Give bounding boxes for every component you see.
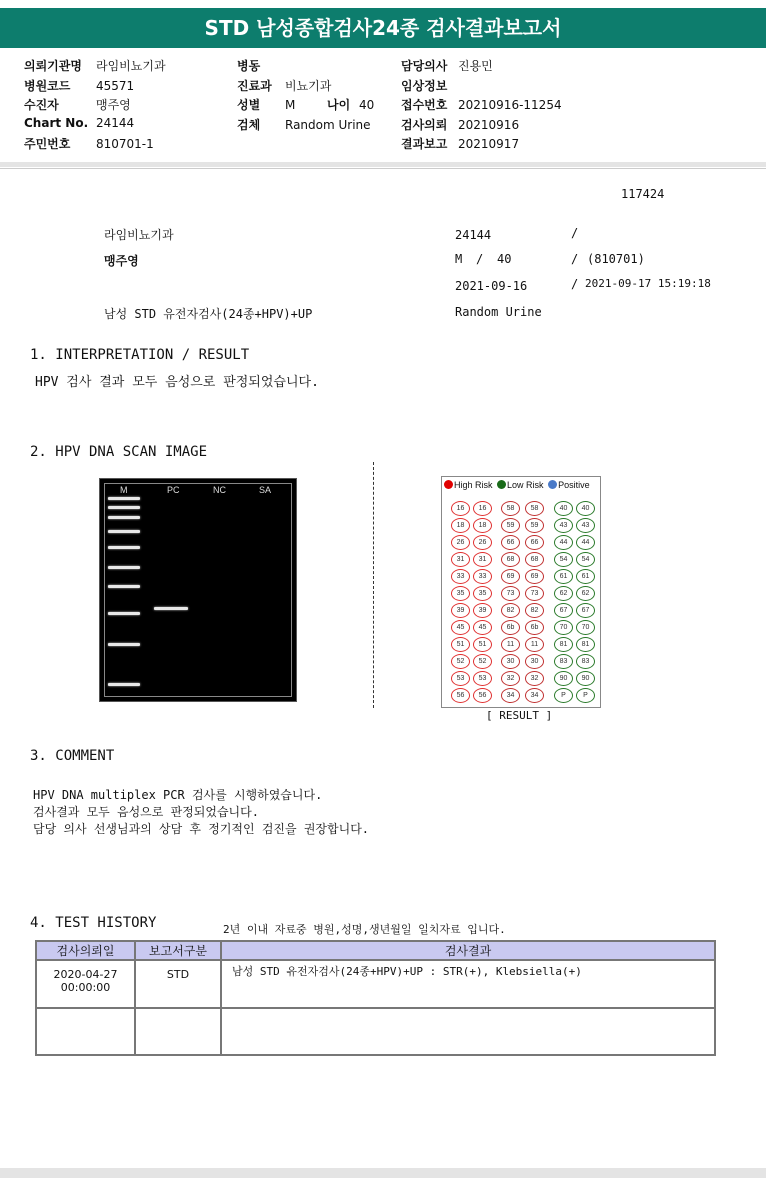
- header-separator: [0, 162, 766, 167]
- label-receipt-no: 접수번호: [401, 98, 448, 112]
- history-date: 2020-04-27: [53, 968, 118, 981]
- hpv-type-cell: 30: [525, 654, 544, 669]
- hpv-type-cell: 59: [525, 518, 544, 533]
- hpv-type-cell: 54: [576, 552, 595, 567]
- scan-title: 2. HPV DNA SCAN IMAGE: [30, 444, 208, 460]
- history-result: 남성 STD 유전자검사(24종+HPV)+UP : STR(+), Klebsiella(+): [221, 960, 715, 1008]
- value-department: 비뇨기과: [285, 78, 332, 93]
- hpv-type-cell: 32: [501, 671, 520, 686]
- marker-band: [108, 506, 140, 509]
- header-separator-line: [0, 168, 766, 169]
- marker-band: [108, 566, 140, 569]
- history-result: [221, 1008, 715, 1055]
- header-col1: [24, 57, 166, 155]
- summary-patient: 맹주영: [104, 254, 139, 268]
- report-code: 117424: [621, 187, 665, 201]
- hpv-type-cell: 18: [473, 518, 492, 533]
- hpv-type-cell: 73: [525, 586, 544, 601]
- hpv-type-cell: 6b: [525, 620, 544, 635]
- marker-band: [108, 546, 140, 549]
- hpv-type-cell: 39: [451, 603, 470, 618]
- summary-clinic: 라임비뇨기과: [104, 228, 174, 242]
- label-specimen: 검체: [237, 117, 261, 132]
- low-risk-dot-icon: [497, 480, 506, 489]
- marker-band: [108, 683, 140, 686]
- high-risk-dot-icon: [444, 480, 453, 489]
- hpv-type-cell: 34: [501, 688, 520, 703]
- hpv-type-cell: 53: [473, 671, 492, 686]
- hpv-type-cell: 34: [525, 688, 544, 703]
- legend-positive: Positive: [558, 480, 590, 490]
- hpv-type-cell: 33: [473, 569, 492, 584]
- result-panel: [441, 476, 601, 708]
- hpv-type-cell: 44: [576, 535, 595, 550]
- value-specimen: Random Urine: [285, 117, 371, 132]
- label-resident-no: 주민번호: [24, 137, 71, 151]
- hpv-type-cell: 40: [554, 501, 573, 516]
- label-report-date: 결과보고: [401, 137, 448, 151]
- summary-request-date: 2021-09-16: [455, 279, 528, 293]
- label-chart-no: Chart No.: [24, 115, 89, 130]
- hpv-type-cell: 73: [501, 586, 520, 601]
- history-date-cell: [36, 960, 135, 1008]
- divider-dashed: [373, 462, 374, 708]
- header-col2: [237, 57, 374, 135]
- hpv-type-cell: 32: [525, 671, 544, 686]
- hpv-type-cell: 43: [576, 518, 595, 533]
- hpv-type-cell: 18: [451, 518, 470, 533]
- summary-report-datetime: 2021-09-17 15:19:18: [585, 277, 711, 290]
- hpv-type-cell: 6b: [501, 620, 520, 635]
- label-request-date: 검사의뢰: [401, 117, 448, 132]
- hpv-type-cell: 81: [554, 637, 573, 652]
- hpv-type-cell: 81: [576, 637, 595, 652]
- label-ward: 병동: [237, 59, 261, 73]
- gel-image: [99, 478, 297, 702]
- result-caption: [ RESULT ]: [486, 709, 553, 722]
- hpv-type-cell: 70: [554, 620, 573, 635]
- hpv-type-cell: 58: [525, 501, 544, 516]
- history-type: [135, 1008, 221, 1055]
- hpv-type-cell: 82: [501, 603, 520, 618]
- hpv-type-cell: 58: [501, 501, 520, 516]
- summary-specimen: Random Urine: [455, 305, 542, 319]
- interpretation-text: HPV 검사 결과 모두 음성으로 판정되었습니다.: [35, 375, 319, 390]
- value-receipt-no: 20210916-11254: [458, 98, 562, 112]
- history-table: [35, 940, 716, 1056]
- hpv-type-cell: 54: [554, 552, 573, 567]
- marker-band: [108, 497, 140, 500]
- hpv-type-cell: 52: [473, 654, 492, 669]
- label-patient: 수진자: [24, 98, 59, 112]
- summary-slash-1: /: [571, 226, 579, 240]
- label-hospital-code: 병원코드: [24, 78, 71, 93]
- hpv-type-cell: 70: [576, 620, 595, 635]
- hpv-type-cell: 45: [473, 620, 492, 635]
- hpv-type-cell: 61: [576, 569, 595, 584]
- value-request-date: 20210916: [458, 117, 520, 132]
- hpv-type-cell: 52: [451, 654, 470, 669]
- hpv-type-cell: 69: [501, 569, 520, 584]
- history-type: STD: [135, 960, 221, 1008]
- history-header-row: [36, 941, 715, 960]
- hpv-type-cell: 66: [525, 535, 544, 550]
- hpv-type-cell: 62: [554, 586, 573, 601]
- hpv-type-cell: 69: [525, 569, 544, 584]
- result-legend: [444, 480, 590, 490]
- hpv-type-cell: 26: [451, 535, 470, 550]
- value-hospital-code: 45571: [96, 78, 135, 93]
- summary-chart-no: 24144: [455, 228, 492, 242]
- hpv-type-cell: 45: [451, 620, 470, 635]
- gel-lane-m: M: [120, 485, 128, 495]
- hpv-type-cell: 67: [576, 603, 595, 618]
- interpretation-title: 1. INTERPRETATION / RESULT: [30, 347, 250, 363]
- hpv-type-cell: 31: [451, 552, 470, 567]
- label-sex: 성별: [237, 98, 261, 112]
- hpv-type-cell: 39: [473, 603, 492, 618]
- hpv-type-cell: 11: [501, 637, 520, 652]
- hpv-type-cell: 66: [501, 535, 520, 550]
- summary-slash-3: /: [571, 252, 579, 266]
- history-header-result: 검사결과: [221, 941, 715, 960]
- gel-lane-nc: NC: [213, 485, 226, 495]
- hpv-type-cell: P: [576, 688, 595, 703]
- label-clinical-info: 임상정보: [401, 78, 448, 93]
- pc-band: [154, 607, 188, 610]
- hpv-type-cell: 51: [451, 637, 470, 652]
- label-age: 나이: [327, 98, 351, 112]
- label-doctor: 담당의사: [401, 59, 448, 73]
- hpv-type-cell: 68: [525, 552, 544, 567]
- hpv-type-cell: 67: [554, 603, 573, 618]
- value-doctor: 진용민: [458, 59, 493, 73]
- hpv-type-cell: 16: [451, 501, 470, 516]
- hpv-type-cell: 40: [576, 501, 595, 516]
- hpv-type-cell: 83: [576, 654, 595, 669]
- hpv-type-cell: 30: [501, 654, 520, 669]
- legend-high-risk: High Risk: [454, 480, 493, 490]
- comment-body: [33, 787, 369, 838]
- hpv-type-cell: 68: [501, 552, 520, 567]
- table-row: [36, 1008, 715, 1055]
- hpv-type-cell: 53: [451, 671, 470, 686]
- hpv-type-cell: 90: [576, 671, 595, 686]
- hpv-type-cell: 35: [451, 586, 470, 601]
- marker-band: [108, 516, 140, 519]
- hpv-type-cell: 26: [473, 535, 492, 550]
- hpv-type-cell: 90: [554, 671, 573, 686]
- hpv-type-cell: P: [554, 688, 573, 703]
- hpv-type-cell: 61: [554, 569, 573, 584]
- marker-band: [108, 612, 140, 615]
- value-chart-no: 24144: [96, 115, 135, 130]
- hpv-type-cell: 56: [473, 688, 492, 703]
- marker-band: [108, 643, 140, 646]
- hpv-type-cell: 35: [473, 586, 492, 601]
- label-department: 진료과: [237, 78, 272, 93]
- positive-dot-icon: [548, 480, 557, 489]
- comment-line: HPV DNA multiplex PCR 검사를 시행하였습니다.: [33, 788, 323, 802]
- summary-age: 40: [497, 252, 512, 266]
- hpv-type-cell: 62: [576, 586, 595, 601]
- summary-birth: (810701): [587, 252, 645, 266]
- gel-lane-sa: SA: [259, 485, 272, 495]
- comment-title: 3. COMMENT: [30, 748, 115, 764]
- summary-slash-2: /: [476, 252, 484, 266]
- hpv-type-cell: 33: [451, 569, 470, 584]
- table-row: [36, 960, 715, 1008]
- hpv-type-cell: 82: [525, 603, 544, 618]
- history-title: 4. TEST HISTORY: [30, 915, 157, 931]
- history-date-cell: [36, 1008, 135, 1055]
- history-header-type: 보고서구분: [135, 941, 221, 960]
- history-time: 00:00:00: [60, 981, 111, 994]
- value-resident-no: 810701-1: [96, 137, 154, 151]
- history-header-date: 검사의뢰일: [36, 941, 135, 960]
- header-col3: [401, 57, 562, 155]
- hpv-type-cell: 59: [501, 518, 520, 533]
- value-sex: M: [285, 98, 296, 112]
- comment-line: 담당 의사 선생님과의 상담 후 정기적인 검진을 권장합니다.: [33, 822, 370, 836]
- value-clinic: 라임비뇨기과: [96, 59, 166, 73]
- legend-low-risk: Low Risk: [507, 480, 544, 490]
- summary-slash-4: /: [571, 277, 579, 291]
- summary-sex: M: [455, 252, 463, 266]
- value-report-date: 20210917: [458, 137, 520, 151]
- hpv-type-cell: 31: [473, 552, 492, 567]
- hpv-type-cell: 44: [554, 535, 573, 550]
- report-title: STD 남성종합검사24종 검사결과보고서: [0, 8, 766, 48]
- hpv-type-cell: 16: [473, 501, 492, 516]
- marker-band: [108, 585, 140, 588]
- hpv-type-cell: 83: [554, 654, 573, 669]
- marker-band: [108, 530, 140, 533]
- label-clinic: 의뢰기관명: [24, 59, 82, 73]
- history-note: 2년 이내 자료중 병원,성명,생년월일 일치자료 입니다.: [223, 923, 506, 936]
- comment-line: 검사결과 모두 음성으로 판정되었습니다.: [33, 805, 259, 819]
- value-age: 40: [359, 98, 375, 112]
- hpv-type-cell: 51: [473, 637, 492, 652]
- summary-test-name: 남성 STD 유전자검사(24종+HPV)+UP: [104, 307, 313, 321]
- hpv-type-cell: 43: [554, 518, 573, 533]
- gel-lane-pc: PC: [167, 485, 180, 495]
- footer-bar: [0, 1168, 766, 1178]
- hpv-type-cell: 11: [525, 637, 544, 652]
- value-patient: 맹주영: [96, 98, 131, 112]
- hpv-type-cell: 56: [451, 688, 470, 703]
